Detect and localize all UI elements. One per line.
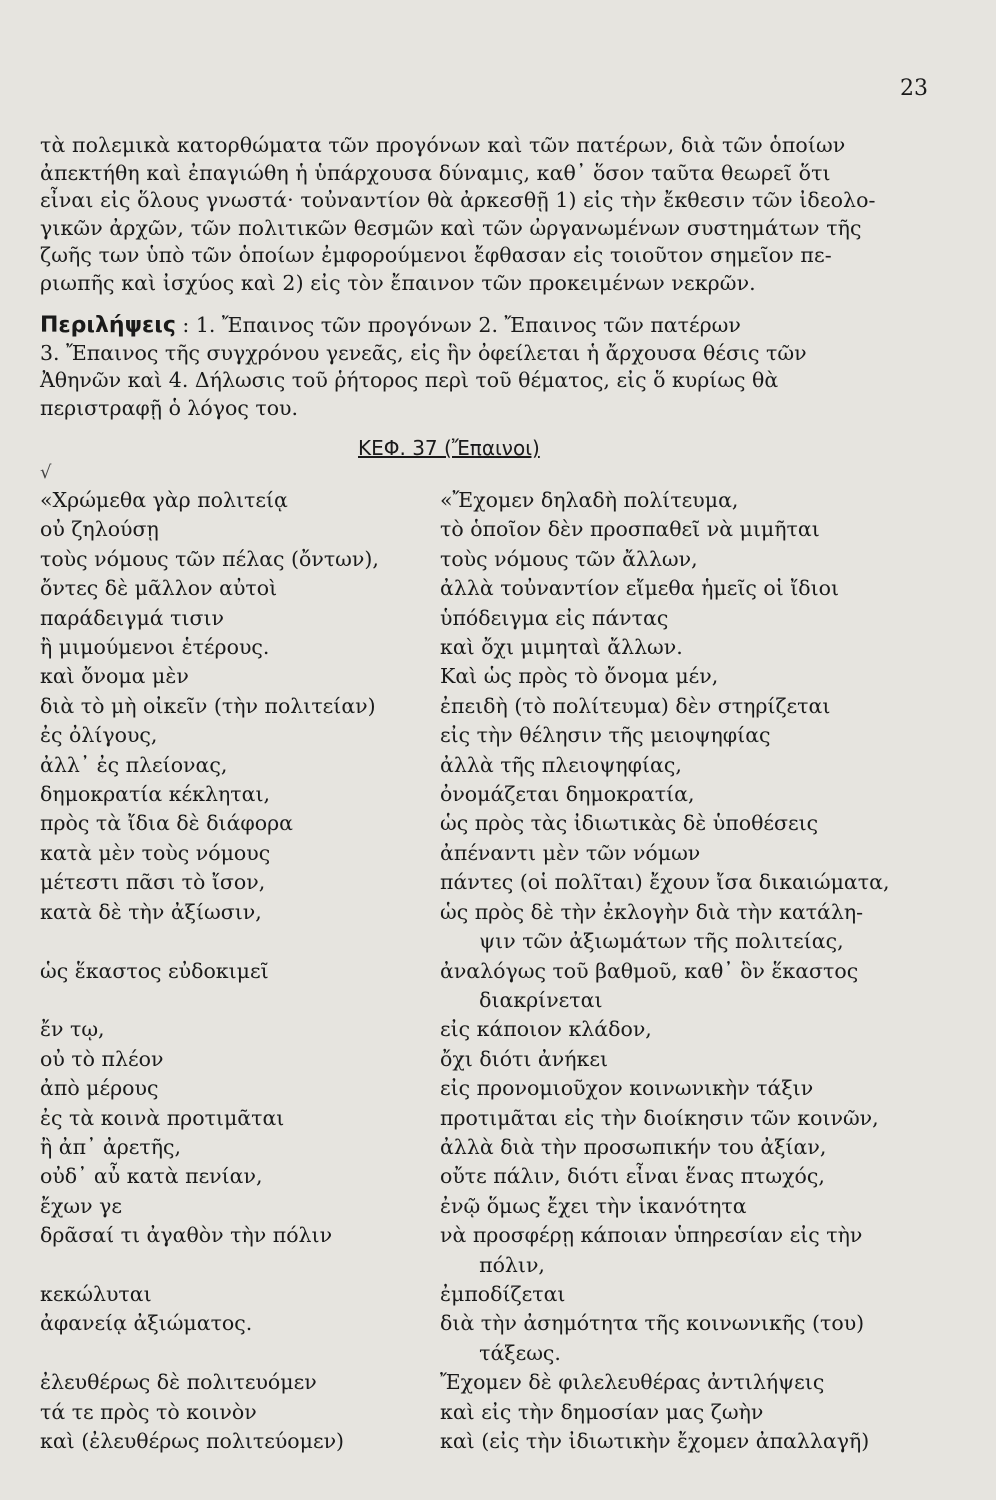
ancient-greek-line: ἐλευθέρως δὲ πολιτευόμεν — [40, 1370, 317, 1395]
ancient-greek-line: κατὰ δὲ τὴν ἀξίωσιν, — [40, 899, 262, 924]
ancient-greek-line: οὐ ζηλούσῃ — [40, 517, 159, 542]
chapter-heading: ΚΕΦ. 37 (Ἔπαινοι) — [358, 436, 540, 460]
ancient-greek-line: ἢ μιμούμενοι ἑτέρους. — [40, 635, 270, 660]
verse-row — [40, 633, 940, 662]
ancient-greek-line: ἔχων γε — [40, 1193, 122, 1218]
modern-greek-line: νὰ προσφέρῃ κάποιαν ὑπηρεσίαν εἰς τὴν — [440, 1223, 863, 1248]
modern-greek-line: ἀλλὰ τοὐναντίον εἴμεθα ἡμεῖς οἱ ἴδιοι — [440, 576, 840, 601]
ancient-greek-line — [40, 986, 440, 1015]
verse-row — [40, 957, 940, 986]
ancient-greek-line: δημοκρατία κέκληται, — [40, 782, 270, 807]
ancient-greek-line — [40, 927, 440, 956]
modern-greek-line: ὡς πρὸς τὰς ἰδιωτικὰς δὲ ὑποθέσεις — [440, 811, 819, 836]
verse-row — [40, 809, 940, 838]
ancient-greek-line: ἔν τῳ, — [40, 1017, 105, 1042]
verse-row — [40, 1074, 940, 1103]
ancient-greek-line: πρὸς τὰ ἴδια δὲ διάφορα — [40, 811, 294, 836]
summary-line: περιστραφῇ ὁ λόγος του. — [40, 395, 299, 420]
verse-row — [40, 1104, 940, 1133]
verse-row — [40, 574, 940, 603]
ancient-greek-line: διὰ τὸ μὴ οἰκεῖν (τὴν πολιτείαν) — [40, 693, 376, 718]
ancient-greek-line — [40, 1339, 440, 1368]
ancient-greek-line: «Χρώμεθα γὰρ πολιτείᾳ — [40, 488, 288, 512]
modern-greek-line: Ἔχομεν δὲ φιλελευθέρας ἀντιλήψεις — [440, 1370, 825, 1395]
modern-greek-line: τὸ ὁποῖον δὲν προσπαθεῖ νὰ μιμῆται — [440, 517, 820, 542]
verse-row — [40, 1280, 940, 1309]
ancient-greek-line: δρᾶσαί τι ἀγαθὸν τὴν πόλιν — [40, 1223, 333, 1248]
verse-row — [40, 898, 940, 927]
modern-greek-line: ἀπέναντι μὲν τῶν νόμων — [440, 840, 701, 865]
ancient-greek-line: ἀπὸ μέρους — [40, 1076, 159, 1101]
ancient-greek-line: κατὰ μὲν τοὺς νόμους — [40, 840, 271, 865]
parallel-text — [40, 486, 940, 1456]
verse-row — [40, 1162, 940, 1191]
verse-row — [40, 1015, 940, 1044]
verse-row — [40, 1251, 940, 1280]
modern-greek-line: τάξεως. — [440, 1340, 561, 1365]
modern-greek-line: διακρίνεται — [440, 987, 603, 1012]
verse-row — [40, 1045, 940, 1074]
modern-greek-line: ἐνῷ ὅμως ἔχει τὴν ἱκανότητα — [440, 1193, 747, 1218]
ancient-greek-line: οὐδ᾽ αὖ κατὰ πενίαν, — [40, 1164, 263, 1189]
ancient-greek-line: τά τε πρὸς τὸ κοινὸν — [40, 1399, 257, 1424]
modern-greek-line: ψιν τῶν ἀξιωμάτων τῆς πολιτείας, — [440, 929, 844, 954]
ancient-greek-line: ὄντες δὲ μᾶλλον αὐτοὶ — [40, 576, 278, 601]
ancient-greek-line: ἐς τὰ κοινὰ προτιμᾶται — [40, 1105, 285, 1130]
ancient-greek-line — [40, 1251, 440, 1280]
intro-line: γικῶν ἀρχῶν, τῶν πολιτικῶν θεσμῶν καὶ τῶν ὠργανωμένων συστημάτων τῆς — [40, 215, 862, 240]
summary-line: Ἀθηνῶν καὶ 4. Δήλωσις τοῦ ῥήτορος περὶ τοῦ θέματος, εἰς ὅ κυρίως θὰ — [40, 368, 779, 392]
verse-row — [40, 868, 940, 897]
modern-greek-line: πάντες (οἱ πολῖται) ἔχουν ἴσα δικαιώματα, — [440, 870, 890, 895]
intro-line: ριωπῆς καὶ ἰσχύος καὶ 2) εἰς τὸν ἔπαινον τῶν προκειμένων νεκρῶν. — [40, 270, 756, 295]
modern-greek-line: «Ἔχομεν δηλαδὴ πολίτευμα, — [440, 488, 739, 512]
ancient-greek-line: μέτεστι πᾶσι τὸ ἴσον, — [40, 870, 266, 895]
intro-line: εἶναι εἰς ὅλους γνωστά· τοὐναντίον θὰ ἀρκεσθῇ 1) εἰς τὴν ἔκθεσιν τῶν ἰδεολο- — [40, 188, 876, 212]
verse-row — [40, 780, 940, 809]
ancient-greek-line: καὶ (ἐλευθέρως πολιτεύομεν) — [40, 1429, 345, 1453]
modern-greek-line: εἰς προνομιοῦχον κοινωνικὴν τάξιν — [440, 1076, 814, 1101]
verse-row — [40, 986, 940, 1015]
modern-greek-line: ἐπειδὴ (τὸ πολίτευμα) δὲν στηρίζεται — [440, 693, 831, 718]
verse-row — [40, 1368, 940, 1397]
verse-row — [40, 1133, 940, 1162]
verse-row — [40, 604, 940, 633]
ancient-greek-line: τοὺς νόμους τῶν πέλας (ὄντων), — [40, 546, 379, 571]
verse-row — [40, 692, 940, 721]
summary-text: : 1. Ἔπαινος τῶν προγόνων 2. Ἔπαινος τῶν πατέρων — [182, 313, 741, 337]
modern-greek-line: ἀλλὰ διὰ τὴν προσωπικήν του ἀξίαν, — [440, 1134, 827, 1159]
ancient-greek-line: ἀφανείᾳ ἀξιώματος. — [40, 1311, 253, 1336]
ancient-greek-line: καὶ ὄνομα μὲν — [40, 664, 189, 689]
modern-greek-line: καὶ ὄχι μιμηταὶ ἄλλων. — [440, 635, 683, 660]
intro-line: ἀπεκτήθη καὶ ἐπαγιώθη ἡ ὑπάρχουσα δύναμις, καθ᾽ ὅσον ταῦτα θεωρεῖ ὅτι — [40, 160, 831, 185]
page-number: 23 — [900, 76, 928, 101]
modern-greek-line: προτιμᾶται εἰς τὴν διοίκησιν τῶν κοινῶν, — [440, 1105, 879, 1130]
verse-row — [40, 515, 940, 544]
modern-greek-line: τοὺς νόμους τῶν ἄλλων, — [440, 546, 698, 571]
ancient-greek-line: ἀλλ᾽ ἐς πλείονας, — [40, 752, 228, 777]
margin-mark: √ — [40, 462, 52, 483]
ancient-greek-line: παράδειγμά τισιν — [40, 605, 225, 630]
verse-row — [40, 1221, 940, 1250]
intro-paragraph — [40, 132, 910, 297]
verse-row — [40, 662, 940, 691]
modern-greek-line: ἐμποδίζεται — [440, 1281, 566, 1306]
modern-greek-line: ἀναλόγως τοῦ βαθμοῦ, καθ᾽ ὃν ἕκαστος — [440, 958, 859, 983]
verse-row — [40, 486, 940, 515]
verse-row — [40, 1339, 940, 1368]
verse-row — [40, 721, 940, 750]
ancient-greek-line: οὐ τὸ πλέον — [40, 1046, 164, 1071]
modern-greek-line: διὰ τὴν ἀσημότητα τῆς κοινωνικῆς (του) — [440, 1311, 865, 1336]
modern-greek-line: εἰς κάποιον κλάδον, — [440, 1017, 652, 1042]
verse-row — [40, 1309, 940, 1338]
verse-row — [40, 927, 940, 956]
summary-line — [40, 312, 910, 340]
modern-greek-line: ἀλλὰ τῆς πλειοψηφίας, — [440, 752, 682, 777]
modern-greek-line: ὑπόδειγμα εἰς πάντας — [440, 605, 669, 630]
verse-row — [40, 839, 940, 868]
modern-greek-line: εἰς τὴν θέλησιν τῆς μειοψηφίας — [440, 723, 771, 748]
summary-paragraph — [40, 312, 910, 422]
verse-row — [40, 1192, 940, 1221]
modern-greek-line: καὶ εἰς τὴν δημοσίαν μας ζωὴν — [440, 1399, 764, 1424]
summary-line: 3. Ἔπαινος τῆς συγχρόνου γενεᾶς, εἰς ἣν ὀφείλεται ἡ ἄρχουσα θέσις τῶν — [40, 340, 807, 365]
ancient-greek-line: ἐς ὀλίγους, — [40, 723, 158, 748]
verse-row — [40, 1427, 940, 1456]
verse-row — [40, 751, 940, 780]
modern-greek-line: ὀνομάζεται δημοκρατία, — [440, 782, 695, 807]
ancient-greek-line: κεκώλυται — [40, 1281, 152, 1306]
modern-greek-line: οὔτε πάλιν, διότι εἶναι ἕνας πτωχός, — [440, 1164, 825, 1189]
verse-row — [40, 545, 940, 574]
summary-label: Περιλήψεις — [40, 313, 176, 338]
intro-line: ζωῆς των ὑπὸ τῶν ὁποίων ἐμφορούμενοι ἔφθασαν εἰς τοιοῦτον σημεῖον πε- — [40, 243, 832, 267]
modern-greek-line: καὶ (εἰς τὴν ἰδιωτικὴν ἔχομεν ἀπαλλαγῆ) — [440, 1429, 870, 1453]
modern-greek-line: Καὶ ὡς πρὸς τὸ ὄνομα μέν, — [440, 664, 719, 689]
modern-greek-line: ὄχι διότι ἀνήκει — [440, 1046, 608, 1071]
intro-line: τὰ πολεμικὰ κατορθώματα τῶν προγόνων καὶ τῶν πατέρων, διὰ τῶν ὁποίων — [40, 133, 846, 157]
modern-greek-line: ὡς πρὸς δὲ τὴν ἐκλογὴν διὰ τὴν κατάλη- — [440, 899, 864, 924]
ancient-greek-line: ὡς ἕκαστος εὐδοκιμεῖ — [40, 958, 269, 983]
modern-greek-line: πόλιν, — [440, 1252, 545, 1277]
ancient-greek-line: ἢ ἀπ᾽ ἀρετῆς, — [40, 1134, 182, 1159]
verse-row — [40, 1398, 940, 1427]
